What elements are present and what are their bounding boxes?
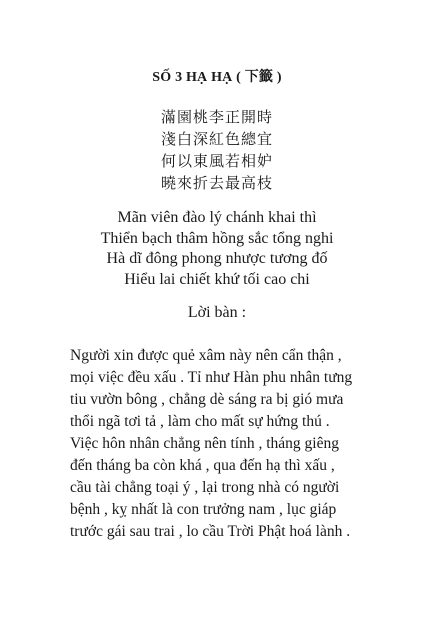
commentary-paragraph <box>70 345 415 543</box>
commentary-line: thổi ngã tơi tả , làm cho mất sự hứng thú . <box>70 413 330 430</box>
poem-han-line: 滿園桃李正開時 <box>160 108 273 126</box>
poem-viet-line: Mãn viên đào lý chánh khai thì <box>117 209 317 226</box>
commentary-line: mọi việc đều xấu . Tỉ như Hàn phu nhân tưng <box>70 369 353 386</box>
page-title: SỐ 3 HẠ HẠ ( 下籤 ) <box>152 70 282 85</box>
commentary-line: bệnh , kỵ nhất là con trưởng nam , lục giáp <box>70 501 337 518</box>
poem-viet-line: Thiển bạch thâm hồng sắc tổng nghi <box>100 229 334 247</box>
poem-transliteration <box>0 208 434 290</box>
poem-han-line: 曉來折去最高枝 <box>160 174 273 192</box>
commentary-line: tiu vườn bông , chẳng dè sáng ra bị gió mưa <box>70 391 344 408</box>
poem-viet-line: Hà dĩ đông phong nhược tương đố <box>106 250 328 267</box>
commentary-line: Việc hôn nhân chẳng nên tính , tháng giêng <box>70 435 339 452</box>
commentary-line: trước gái sau trai , lo cầu Trời Phật hoá lành . <box>70 523 351 540</box>
poem-viet-line: Hiểu lai chiết khứ tối cao chi <box>124 270 310 288</box>
poem-han-line: 淺白深紅色總宜 <box>160 130 273 148</box>
commentary-line: đến tháng ba còn khá , qua đến hạ thì xấu , <box>70 457 335 474</box>
commentary-line: Người xin được quẻ xâm này nên cẩn thận , <box>70 347 342 364</box>
commentary-heading: Lời bàn : <box>187 304 247 321</box>
poem-han <box>0 106 434 194</box>
commentary-line: cầu tài chẳng toại ý , lại trong nhà có người <box>70 479 340 496</box>
poem-han-line: 何以東風若相妒 <box>160 152 273 170</box>
